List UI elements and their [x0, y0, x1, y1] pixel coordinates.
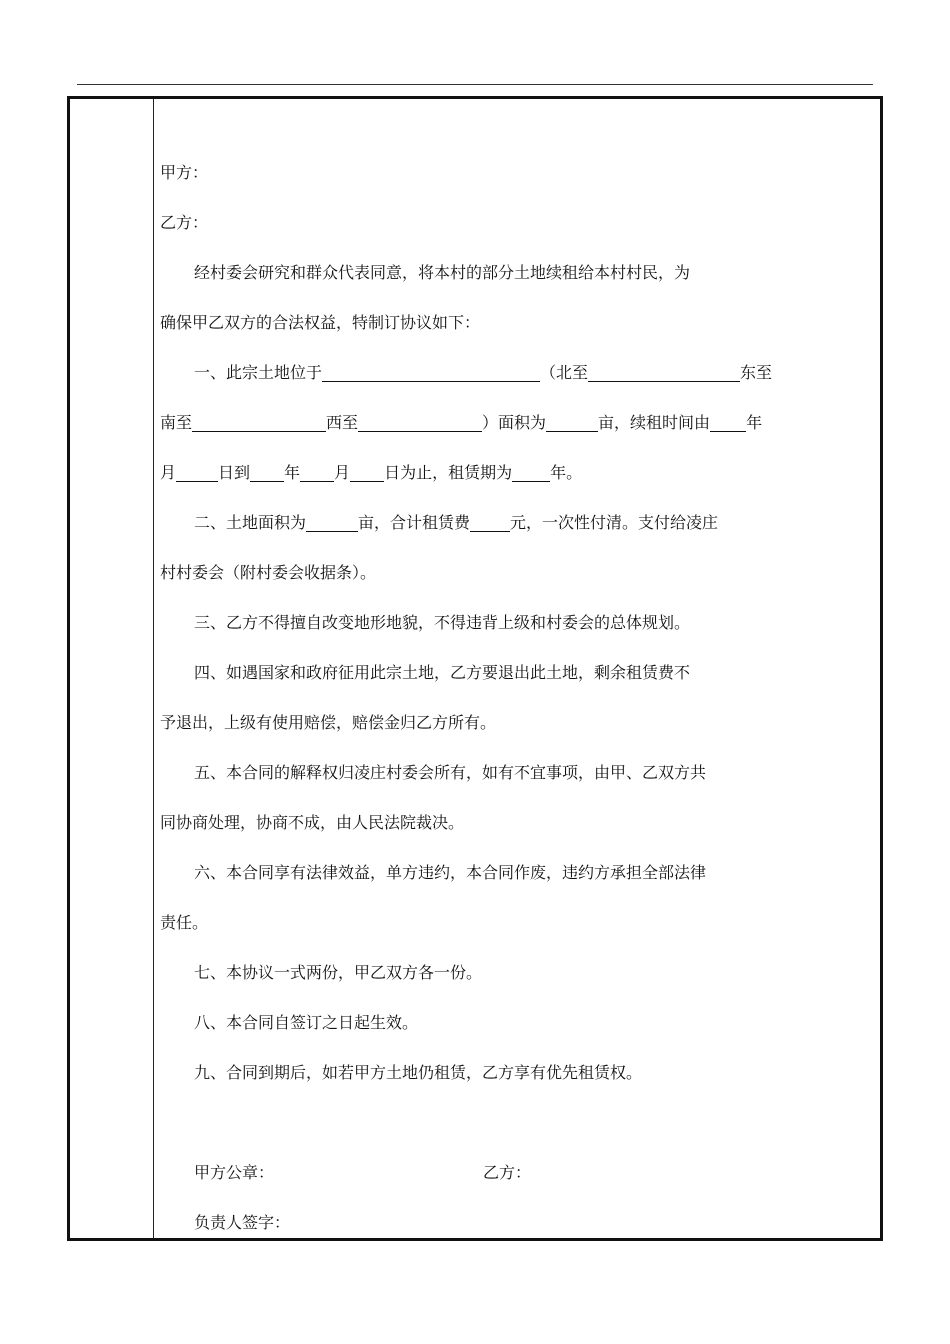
party-a-seal-label: 甲方公章：	[194, 1163, 275, 1182]
clause-2-text: 二、土地面积为	[194, 513, 307, 532]
clause-1-text: 南至	[160, 413, 193, 432]
clause-1-line-1	[194, 359, 772, 387]
clause-2-text: 亩，合计租赁费	[358, 513, 471, 532]
clause-2-line-1	[194, 509, 718, 537]
clause-6-line-2: 责任。	[160, 913, 209, 932]
clause-1-text: 西至	[326, 413, 359, 432]
location-blank[interactable]	[322, 359, 540, 382]
clause-6-line-1: 六、本合同享有法律效益，单方违约，本合同作废，违约方承担全部法律	[194, 863, 707, 882]
clause-5-line-1: 五、本合同的解释权归凌庄村委会所有，如有不宜事项，由甲、乙双方共	[194, 763, 707, 782]
clause-3: 三、乙方不得擅自改变地形地貌，不得违背上级和村委会的总体规划。	[194, 613, 691, 632]
end-year-blank[interactable]	[250, 459, 284, 482]
west-blank[interactable]	[358, 409, 482, 432]
party-a-label: 甲方：	[160, 163, 209, 182]
clause-1-text: 月	[160, 463, 177, 482]
end-day-blank[interactable]	[350, 459, 384, 482]
clause-1-text: 东至	[740, 363, 773, 382]
preamble-line-2: 确保甲乙双方的合法权益，特制订协议如下：	[160, 313, 481, 332]
clause-1-text: 年	[284, 463, 301, 482]
party-b-signature-label: 乙方：	[483, 1163, 532, 1182]
clause-7: 七、本协议一式两份，甲乙双方各一份。	[194, 963, 483, 982]
south-blank[interactable]	[192, 409, 326, 432]
land-area-blank[interactable]	[306, 509, 358, 532]
clause-2-line-2: 村村委会（附村委会收据条）。	[160, 563, 377, 582]
party-b-label: 乙方：	[160, 213, 209, 232]
clause-1-line-2	[160, 409, 762, 437]
clause-1-text: ）面积为	[482, 413, 547, 432]
clause-1-text: 年。	[550, 463, 583, 482]
rent-blank[interactable]	[470, 509, 510, 532]
clause-1-text: 日为止，租赁期为	[384, 463, 513, 482]
preamble-line-1: 经村委会研究和群众代表同意，将本村的部分土地续租给本村村民，为	[194, 263, 691, 282]
clause-1-text: 亩，续租时间由	[598, 413, 711, 432]
start-year-blank[interactable]	[710, 409, 746, 432]
left-column	[70, 99, 154, 1238]
clause-1-text: 月	[334, 463, 351, 482]
clause-9: 九、合同到期后，如若甲方土地仍租赁，乙方享有优先租赁权。	[194, 1063, 643, 1082]
start-month-blank[interactable]	[176, 459, 218, 482]
term-blank[interactable]	[512, 459, 550, 482]
clause-1-text: （北至	[540, 363, 589, 382]
area-blank[interactable]	[546, 409, 598, 432]
clause-4-line-2: 予退出，上级有使用赔偿，赔偿金归乙方所有。	[160, 713, 497, 732]
header-rule	[77, 84, 873, 85]
end-month-blank[interactable]	[300, 459, 334, 482]
clause-8: 八、本合同自签订之日起生效。	[194, 1013, 419, 1032]
north-blank[interactable]	[588, 359, 740, 382]
clause-1-text: 年	[746, 413, 763, 432]
clause-2-text: 元，一次性付清。支付给凌庄	[510, 513, 719, 532]
clause-5-line-2: 同协商处理，协商不成，由人民法院裁决。	[160, 813, 465, 832]
clause-1-text: 一、此宗土地位于	[194, 363, 323, 382]
clause-1-line-3	[160, 459, 582, 487]
clause-4-line-1: 四、如遇国家和政府征用此宗土地，乙方要退出此土地，剩余租赁费不	[194, 663, 691, 682]
responsible-person-signature-label: 负责人签字：	[194, 1213, 291, 1232]
clause-1-text: 日到	[218, 463, 251, 482]
